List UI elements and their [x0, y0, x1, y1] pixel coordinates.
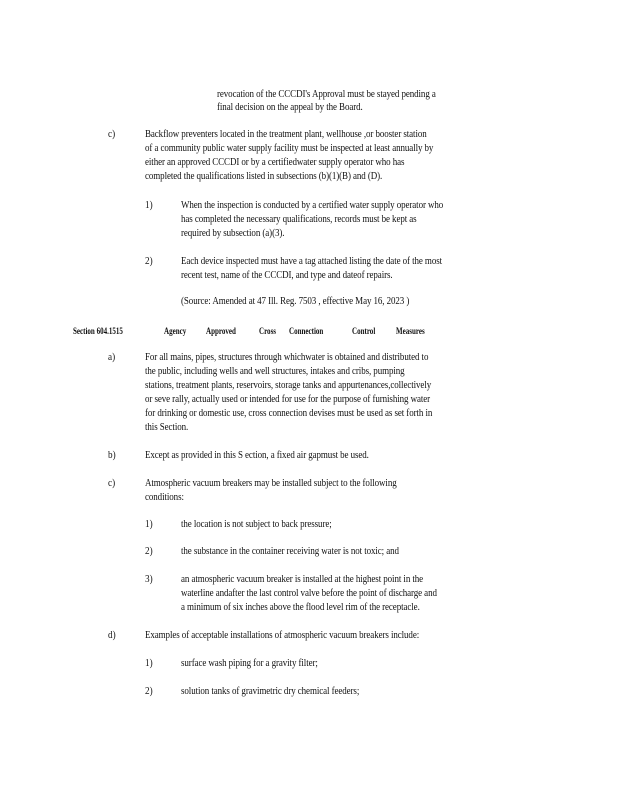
item-c-sub1-label: 1) — [145, 200, 153, 211]
item-a-line-1: For all mains, pipes, structures through whichwater is obtained and distributed to — [145, 352, 429, 363]
item-c2-sub1-line: the location is not subject to back pressure; — [181, 519, 332, 530]
item-c2-sub3-line-1: an atmospheric vacuum breaker is installed at the highest point in the — [181, 574, 424, 585]
item-d-sub2-line: solution tanks of gravimetric dry chemical feeders; — [181, 686, 360, 697]
item-c2-sub1-label: 1) — [145, 519, 153, 530]
item-c-sub2-line-1: Each device inspected must have a tag attached listing the date of the most — [181, 256, 443, 267]
item-c-label: c) — [108, 129, 116, 140]
heading-word-control: Control — [352, 326, 376, 336]
heading-word-cross: Cross — [259, 326, 277, 336]
item-a-line-4: or seve rally, actually used or intended for use for the purpose of furnishing water — [145, 394, 431, 405]
item-a-line-6: this Section. — [145, 422, 189, 433]
item-c2-sub2-line: the substance in the container receiving water is not toxic; and — [181, 546, 399, 557]
item-c-sub1-line-3: required by subsection (a)(3). — [181, 228, 285, 239]
item-c-sub1-line-2: has completed the necessary qualifications, records must be kept as — [181, 214, 417, 225]
heading-word-measures: Measures — [396, 326, 425, 336]
item-a-line-5: for drinking or domestic use, cross connection devises must be used as set forth in — [145, 408, 433, 419]
item-c-line-1: Backflow preventers located in the treatment plant, wellhouse ,or booster station — [145, 129, 427, 140]
item-b-line: Except as provided in this S ection, a fixed air gapmust be used. — [145, 450, 369, 461]
carryover-line-1: revocation of the CCCDI's Approval must be stayed pending a — [217, 89, 436, 100]
item-c2-sub3-label: 3) — [145, 574, 153, 585]
item-c-sub1-line-1: When the inspection is conducted by a certified water supply operator who — [181, 200, 444, 211]
item-c2-sub3-line-2: waterline andafter the last control valve before the point of discharge and — [181, 588, 437, 599]
heading-word-agency: Agency — [164, 326, 187, 336]
item-a-label: a) — [108, 352, 116, 363]
heading-word-approved: Approved — [206, 326, 236, 336]
item-c2-sub2-label: 2) — [145, 546, 153, 557]
item-d-sub1-line: surface wash piping for a gravity filter; — [181, 658, 318, 669]
item-c2-line-1: Atmospheric vacuum breakers may be installed subject to the following — [145, 478, 397, 489]
item-d-sub1-label: 1) — [145, 658, 153, 669]
item-d-sub2-label: 2) — [145, 686, 153, 697]
source-note: (Source: Amended at 47 Ill. Reg. 7503 , effective May 16, 2023 ) — [181, 296, 410, 307]
item-a-line-2: the public, including wells and well structures, intakes and cribs, pumping — [145, 366, 405, 377]
item-c2-label: c) — [108, 478, 116, 489]
item-c2-line-2: conditions: — [145, 492, 184, 503]
item-b-label: b) — [108, 450, 116, 461]
item-c-line-3: either an approved CCCDI or by a certifiedwater supply operator who has — [145, 157, 405, 168]
item-c-line-4: completed the qualifications listed in subsections (b)(1)(B) and (D). — [145, 171, 383, 182]
item-d-line: Examples of acceptable installations of atmospheric vacuum breakers include: — [145, 630, 420, 641]
item-d-label: d) — [108, 630, 116, 641]
item-a-line-3: stations, treatment plants, reservoirs, storage tanks and appurtenances,collectively — [145, 380, 432, 391]
heading-word-connection: Connection — [289, 326, 324, 336]
item-c-sub2-line-2: recent test, name of the CCCDI, and type and dateof repairs. — [181, 270, 393, 281]
item-c-sub2-label: 2) — [145, 256, 153, 267]
carryover-line-2: final decision on the appeal by the Board. — [217, 102, 363, 113]
item-c2-sub3-line-3: a minimum of six inches above the flood level rim of the receptacle. — [181, 602, 420, 613]
item-c-line-2: of a community public water supply facility must be inspected at least annually by — [145, 143, 434, 154]
section-number: Section 604.1515 — [73, 326, 123, 336]
